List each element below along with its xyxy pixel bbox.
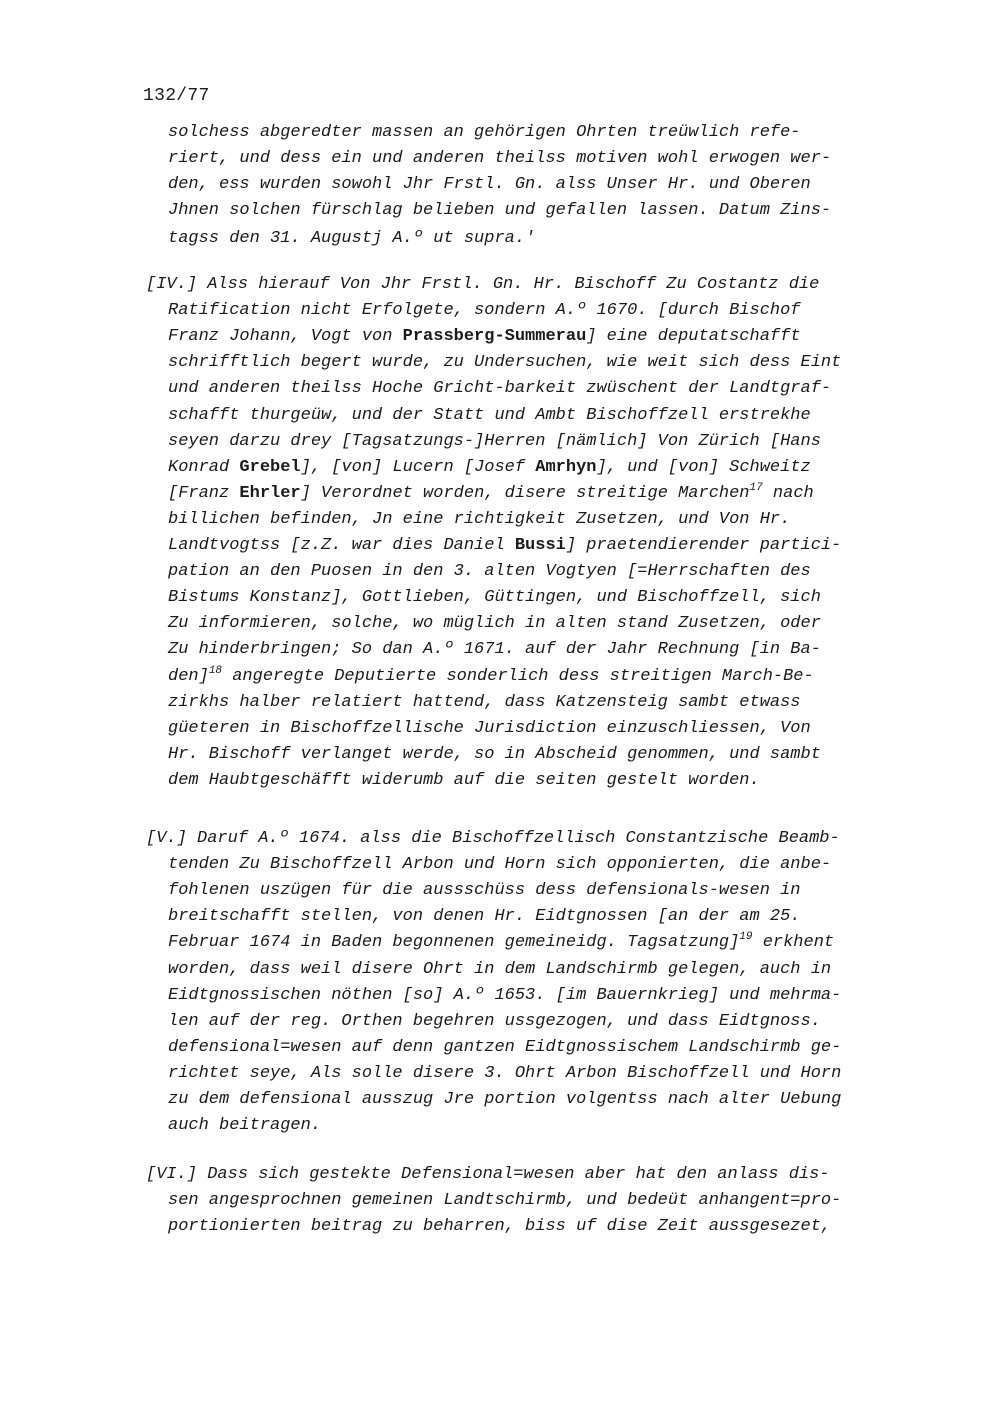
text-line [146, 1162, 830, 1188]
text-run: tenden Zu Bischoffzell Arbon und Horn sich opponierten, die anbe- [168, 855, 832, 875]
text-line [168, 172, 811, 198]
text-run: ], und [von] Schweitz [596, 457, 811, 477]
text-run: Franz Johann, Vogt von [168, 327, 403, 347]
text-run: Zu hinderbringen; So dan A.º 1671. auf der Jahr Rechnung [in Ba- [168, 640, 821, 660]
text-run: erkhent [752, 933, 835, 953]
text-run: seyen darzu drey [Tagsatzungs-]Herren [nämlich] Von Zürich [Hans [168, 431, 821, 451]
text-line [168, 559, 811, 585]
text-run: Bistums Konstanz], Gottlieben, Güttingen, und Bischoffzell, sich [168, 588, 821, 608]
text-line [168, 611, 821, 637]
text-run: zirkhs halber relatiert hattend, dass Katzensteig sambt etwass [168, 692, 801, 712]
text-run: Konrad [168, 457, 240, 477]
text-line [168, 983, 841, 1009]
footnote-marker[interactable]: 19 [739, 931, 753, 944]
text-run: [VI.] Dass sich gestekte Defensional=wesen aber hat den anlass dis- [146, 1165, 830, 1184]
text-run: Zu informieren, solche, wo müglich in alten stand Zusetzen, oder [168, 614, 821, 634]
text-run: auch beitragen. [168, 1116, 322, 1136]
text-run: [V.] Daruf A.º 1674. alss die Bischoffzellisch Constantzische Beamb- [146, 829, 840, 848]
text-line [168, 146, 831, 172]
text-line [168, 120, 801, 146]
text-line [168, 481, 814, 507]
text-line [168, 429, 821, 455]
text-run: Eidtgnossischen nöthen [so] A.º 1653. [im Bauernkrieg] und mehrma- [168, 985, 842, 1005]
text-line [168, 376, 831, 402]
text-line [168, 930, 834, 956]
page-number: 132/77 [143, 86, 210, 106]
text-line [168, 1035, 841, 1061]
name-emphasis: Amrhyn [535, 457, 597, 477]
text-run: richtet seye, Als solle disere 3. Ohrt Arbon Bischoffzell und Horn [168, 1063, 842, 1083]
text-run: zu dem defensional ausszug Jre portion volgentss nach alter Uebung [168, 1090, 842, 1109]
text-run: worden, dass weil disere Ohrt in dem Landschirmb gelegen, auch in [168, 959, 832, 979]
text-run: pation an den Puosen in den 3. alten Vogtyen [=Herrschaften des [168, 562, 811, 582]
text-run: portionierten beitrag zu beharren, biss uf dise Zeit aussgesezet, [168, 1217, 832, 1237]
text-line [168, 533, 841, 559]
text-line [168, 878, 801, 904]
text-line [168, 1009, 821, 1035]
text-run: den, ess wurden sowohl Jhr Frstl. Gn. alss Unser Hr. und Oberen [168, 175, 811, 194]
text-run: billichen befinden, Jn eine richtigkeit Zusetzen, und Von Hr. [168, 509, 791, 529]
text-line [168, 403, 811, 429]
text-line [168, 1113, 321, 1139]
text-line [168, 507, 790, 533]
text-run: defensional=wesen auf denn gantzen Eidtgnossischem Landschirmb ge- [168, 1037, 842, 1057]
text-line [168, 664, 814, 690]
text-run: güeteren in Bischoffzellische Jurisdiction einzuschliessen, Von [168, 718, 811, 738]
text-run: len auf der reg. Orthen begehren ussgezogen, und dass Eidtgnoss. [168, 1011, 821, 1031]
text-run: ] praetendierender partici- [565, 536, 842, 555]
text-run: [Franz [168, 483, 240, 503]
text-run: ] Verordnet worden, disere streitige Marchen [300, 483, 750, 503]
text-line [146, 272, 819, 298]
text-line [168, 768, 760, 794]
text-line [168, 957, 831, 983]
text-line [168, 324, 801, 350]
text-line [168, 1188, 841, 1214]
name-emphasis: Bussi [514, 536, 566, 555]
text-line [146, 826, 840, 852]
footnote-marker[interactable]: 17 [749, 481, 763, 494]
text-run: schafft thurgeüw, und der Statt und Ambt Bischoffzell erstrekhe [168, 405, 811, 425]
text-line [168, 585, 821, 611]
text-line [168, 852, 831, 878]
text-run: nach [762, 483, 814, 503]
text-run: Ratification nicht Erfolgete, sondern A.º 1670. [durch Bischof [168, 301, 801, 321]
text-line [168, 350, 841, 376]
text-line [168, 1061, 841, 1087]
text-line [168, 226, 535, 252]
text-line [168, 1087, 841, 1113]
text-run: Jhnen solchen fürschlag belieben und gefallen lassen. Datum Zins- [168, 201, 832, 220]
text-line [168, 904, 801, 930]
text-run: sen angesprochnen gemeinen Landtschirmb, und bedeüt anhangent=pro- [168, 1191, 842, 1211]
text-line [168, 637, 821, 663]
text-run: [IV.] Alss hierauf Von Jhr Frstl. Gn. Hr. Bischoff Zu Costantz die [146, 275, 820, 294]
text-run: tagss den 31. Augustj A.º ut supra.' [168, 229, 536, 248]
name-emphasis: Ehrler [239, 483, 301, 503]
text-run: und anderen theilss Hoche Gricht-barkeit zwüschent der Landtgraf- [168, 379, 832, 399]
text-run: Februar 1674 in Baden begonnenen gemeineidg. Tagsatzung] [168, 933, 740, 953]
text-run: Landtvogtss [z.Z. war dies Daniel [168, 536, 515, 555]
name-emphasis: Grebel [239, 457, 301, 477]
text-run: ], [von] Lucern [Josef [300, 457, 536, 477]
text-line [168, 1214, 831, 1240]
text-run: den] [168, 666, 209, 686]
text-line [168, 742, 821, 768]
footnote-marker[interactable]: 18 [208, 664, 223, 677]
text-line [168, 198, 831, 224]
text-run: fohlenen uszügen für die aussschüss dess defensionals-wesen in [168, 881, 801, 901]
text-run: schrifftlich begert wurde, zu Undersuchen, wie weit sich dess Eint [168, 353, 842, 373]
text-run: solchess abgeredter massen an gehörigen Ohrten treüwlich refe- [168, 123, 801, 142]
text-run: Hr. Bischoff verlanget werde, so in Abscheid genommen, und sambt [168, 744, 821, 764]
text-line [168, 716, 811, 742]
text-run: angeregte Deputierte sonderlich dess streitigen March-Be- [222, 666, 814, 686]
name-emphasis: Prassberg-Summerau [402, 327, 587, 347]
text-run: riert, und dess ein und anderen theilss motiven wohl erwogen wer- [168, 149, 832, 168]
text-line [168, 455, 811, 481]
text-line [168, 690, 801, 716]
text-run: breitschafft stellen, von denen Hr. Eidtgnossen [an der am 25. [168, 907, 801, 927]
text-run: dem Haubtgeschäfft widerumb auf die seiten gestelt worden. [168, 770, 760, 790]
text-line [168, 298, 801, 324]
text-run: ] eine deputatschafft [586, 327, 801, 347]
